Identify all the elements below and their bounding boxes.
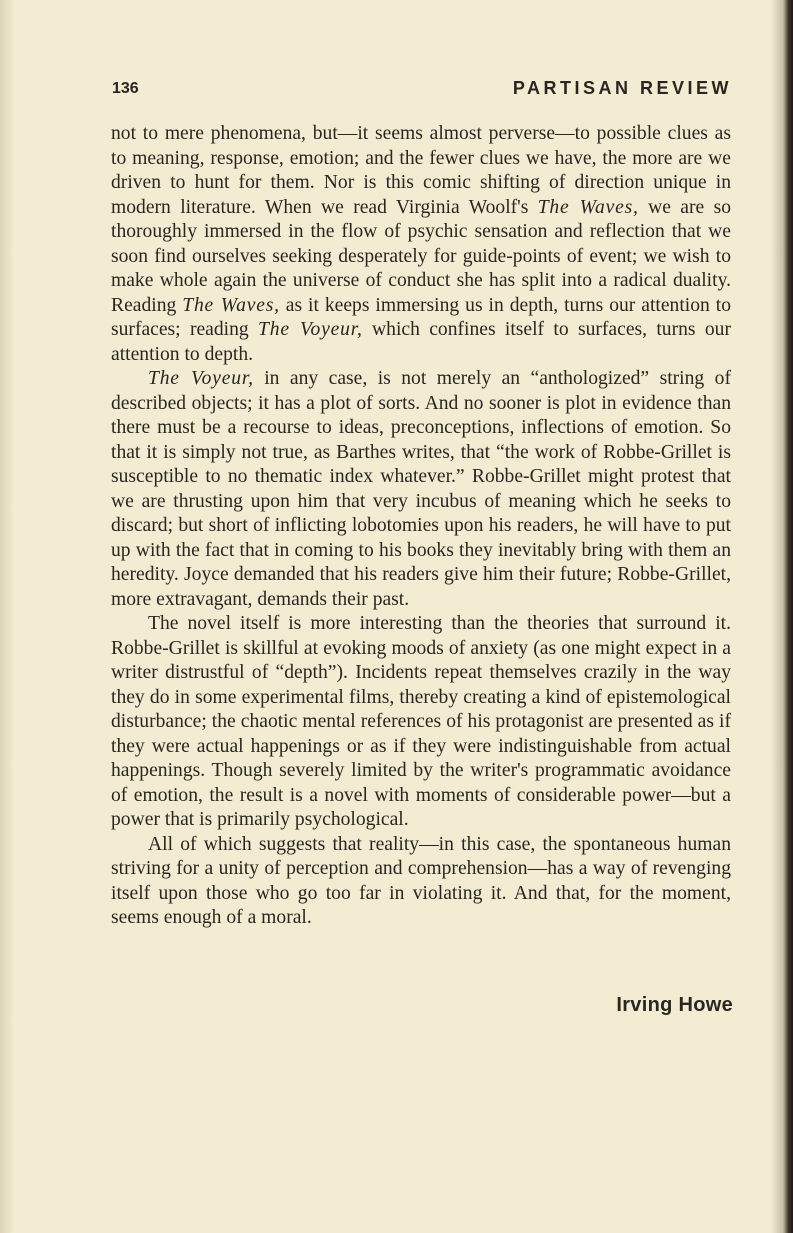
page-shadow-left <box>0 0 14 1233</box>
italic-title: The Waves, <box>537 196 639 218</box>
journal-title: PARTISAN REVIEW <box>512 78 732 98</box>
text-run: not to mere phenomena, but—it seems almost perverse—to possible clues as to meaning, response, emotion; and the fewer clues we have, the more are we driven to hunt for them. Nor is this comic shifting of direction unique in modern literature. When we read Virginia Woolf's <box>111 123 731 218</box>
author-signature: Irving Howe <box>616 994 733 1016</box>
italic-title: The Voyeur, <box>148 368 254 389</box>
text-run: which confines itself to surfaces, turns our attention to depth. <box>111 319 731 365</box>
page-number: 136 <box>112 80 139 97</box>
text-run: All of which suggests that reality—in this case, the spontaneous human striving for a unity of perception and comprehension—has a way of revenging itself upon those who go too far in violating it. And that, for the moment, seems enough of a moral. <box>111 833 731 928</box>
page-binding-edge <box>771 0 793 1233</box>
italic-title: The Voyeur, <box>258 319 363 340</box>
text-run: The novel itself is more interesting than the theories that surround it. Robbe-Grillet is skillful at evoking moods of anxiety (as one might expect in a writer distrustful of “depth”). Incidents repeat themselves crazily in the way they do in some experimental films, thereby creating a kind of epistemological disturbance; the chaotic mental references of his protagonist are presented as if they were actual happenings or as if they were indistinguishable from actual happenings. Though severely limited by the writer's programmatic avoidance of emotion, the result is a novel with moments of considerable power—but a power that is primarily psychological. <box>111 613 731 830</box>
paragraph <box>111 122 731 367</box>
text-run: we are so thoroughly immersed in the flow of psychic sensation and reflection that we soon find ourselves seeking desperately for guide-points of event; we wish to make whole again the universe of conduct she has split into a radical duality. Reading <box>111 196 731 316</box>
paragraph <box>111 612 731 833</box>
running-header <box>112 78 732 104</box>
paragraph <box>111 367 731 612</box>
italic-title: The Waves, <box>182 294 280 316</box>
article-body <box>111 122 731 931</box>
text-run: as it keeps immersing us in depth, turns our attention to surfaces; reading <box>111 294 732 340</box>
paragraph <box>111 833 731 931</box>
text-run: in any case, is not merely an “anthologized” string of described objects; it has a plot of sorts. And no sooner is plot in evidence than there must be a recourse to ideas, preconceptions, inflections of emotion. So that it is simply not true, as Barthes writes, that “the work of Robbe-Grillet is susceptible to no thematic index whatever.” Robbe-Grillet might protest that we are thrusting upon him that very incubus of meaning which he seeks to discard; but short of inflicting lobotomies upon his readers, he will have to put up with the fact that in coming to his books they inevitably bring with them an heredity. Joyce demanded that his readers give him their future; Robbe-Grillet, more extravagant, demands their past. <box>111 368 731 610</box>
